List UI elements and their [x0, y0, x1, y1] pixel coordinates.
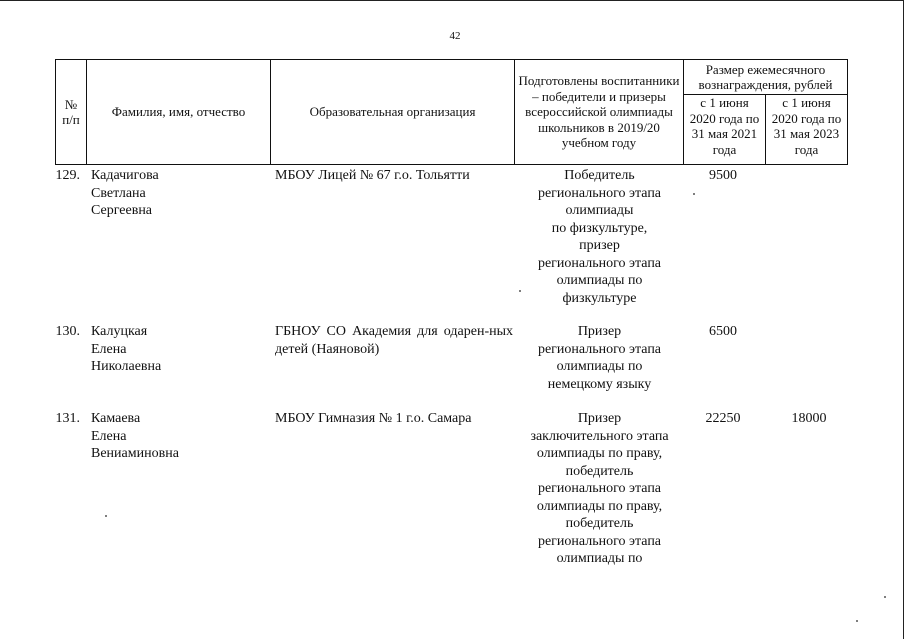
row-given-names: Елена Николаевна	[91, 341, 162, 374]
row-amount-2021: 6500	[709, 324, 737, 339]
header-period-2023: с 1 июня 2020 года по 31 мая 2023 года	[766, 95, 848, 165]
header-name: Фамилия, имя, отчество	[87, 60, 271, 165]
header-num: № п/п	[56, 60, 87, 165]
row-amount-2021: 22250	[705, 411, 741, 426]
scan-speck	[519, 290, 521, 292]
achievement-line: регионального этапа	[537, 533, 662, 549]
page-number: 42	[449, 30, 461, 42]
row-given-names: Светлана Сергеевна	[91, 185, 153, 218]
achievement-line: регионального этапа	[537, 185, 662, 201]
achievement-line: олимпиады по	[556, 551, 643, 566]
header-period-2021: с 1 июня 2020 года по 31 мая 2021 года	[684, 95, 766, 165]
achievement-line: регионального этапа	[537, 341, 662, 357]
scan-speck	[693, 193, 695, 195]
row-surname: Камаева	[91, 411, 141, 426]
achievement-line: физкультуре	[562, 290, 637, 306]
row-surname: Калуцкая	[91, 324, 148, 339]
row-achievement	[517, 167, 682, 307]
scan-speck	[884, 596, 886, 598]
achievement-line: олимпиады	[565, 203, 634, 218]
header-award: Размер ежемесячного вознаграждения, рублей	[684, 60, 848, 95]
achievement-line: победитель	[565, 463, 634, 479]
row-amount-2023: 18000	[791, 411, 827, 426]
achievement-line: олимпиады по праву,	[536, 446, 663, 461]
achievement-line: победитель	[565, 516, 634, 531]
achievement-line: призер	[579, 238, 620, 253]
header-org: Образовательная организация	[271, 60, 515, 165]
header-achievement: Подготовлены воспитанники – победители и призеры всероссийской олимпиады школьников в 2019/20 учебном году	[515, 60, 684, 165]
achievement-line: олимпиады по	[556, 359, 643, 374]
row-organization: МБОУ Лицей № 67 г.о. Тольятти	[275, 168, 470, 183]
achievement-line: регионального этапа	[537, 481, 662, 496]
row-number: 130.	[55, 324, 80, 339]
row-amount-2021: 9500	[709, 168, 737, 183]
row-achievement	[517, 323, 682, 393]
row-name	[91, 410, 179, 463]
row-given-names: Елена Вениаминовна	[91, 428, 179, 461]
achievement-line: немецкому языку	[547, 376, 652, 392]
scan-speck	[105, 515, 107, 517]
scan-speck	[856, 620, 858, 622]
row-achievement	[517, 410, 682, 568]
row-number: 131.	[55, 411, 80, 426]
achievement-line: олимпиады по	[556, 273, 643, 288]
achievement-line: олимпиады по праву,	[536, 498, 663, 514]
row-organization: ГБНОУ СО Академия для одарен-ных детей (Наяновой)	[275, 324, 513, 357]
row-number: 129.	[55, 168, 80, 183]
table-header	[55, 59, 848, 165]
row-name	[91, 167, 159, 220]
achievement-line: по физкультуре,	[551, 220, 648, 236]
row-surname: Кадачигова	[91, 168, 159, 183]
achievement-line: Призер	[577, 411, 622, 426]
achievement-line: Призер	[577, 324, 622, 339]
row-organization: МБОУ Гимназия № 1 г.о. Самара	[275, 411, 472, 426]
achievement-line: заключительного этапа	[530, 428, 669, 444]
achievement-line: Победитель	[564, 168, 635, 183]
row-name	[91, 323, 161, 376]
achievement-line: регионального этапа	[537, 255, 662, 271]
